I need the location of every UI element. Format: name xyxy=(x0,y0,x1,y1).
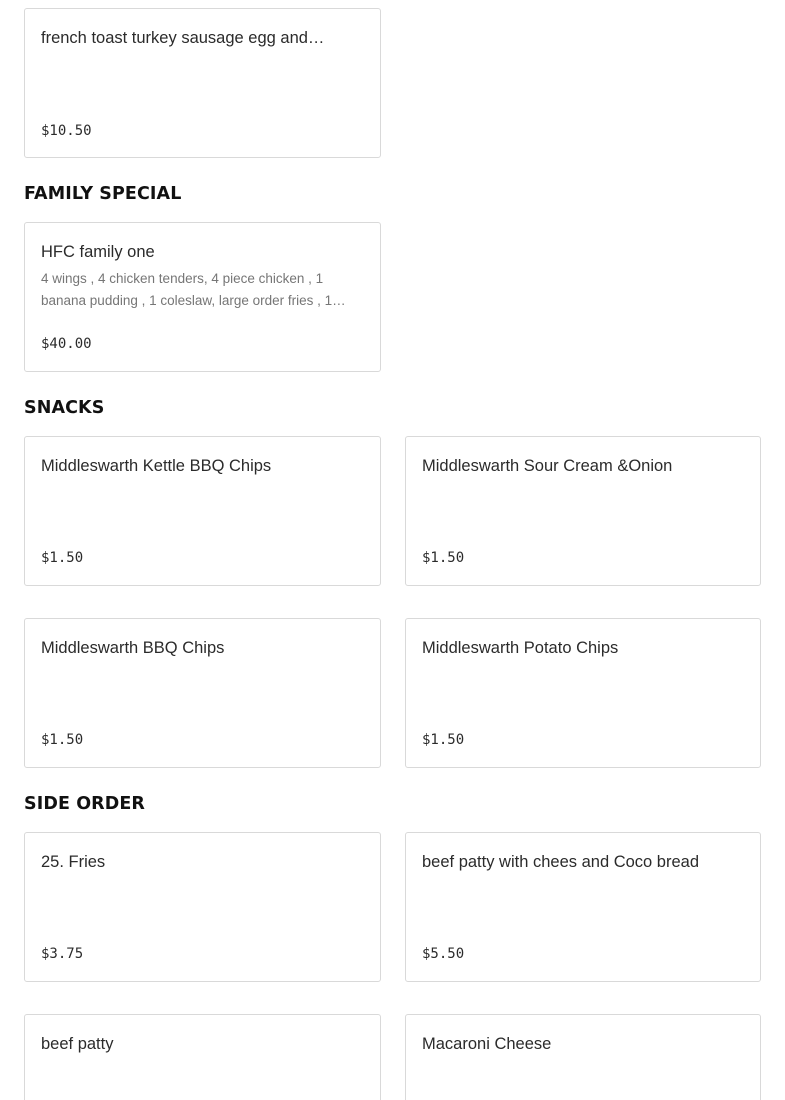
menu-item-card[interactable] xyxy=(24,222,381,372)
menu-item-price: $1.50 xyxy=(422,732,465,748)
menu-item-card[interactable] xyxy=(24,8,381,158)
section-title-snacks: SNACKS xyxy=(24,398,105,418)
menu-item-name: 25. Fries xyxy=(41,853,106,871)
menu-item-name: beef patty with chees and Coco bread xyxy=(422,853,700,871)
menu-item-name: Middleswarth Kettle BBQ Chips xyxy=(41,457,272,475)
menu-item-name: Middleswarth Potato Chips xyxy=(422,639,619,657)
menu-item-card[interactable] xyxy=(24,1014,381,1100)
menu-item-description: 4 wings , 4 chicken tenders, 4 piece chicken , 1 banana pudding , 1 coleslaw, large order fries , 1… xyxy=(41,271,346,308)
menu-item-name: beef patty xyxy=(41,1035,114,1053)
menu-item-card[interactable] xyxy=(405,436,761,586)
section-title-family-special: FAMILY SPECIAL xyxy=(24,184,182,204)
menu-item-card[interactable] xyxy=(24,618,381,768)
menu-item-price: $1.50 xyxy=(41,732,84,748)
section-title-side-order: SIDE ORDER xyxy=(24,794,145,814)
menu-item-price: $1.50 xyxy=(41,550,84,566)
menu-item-price: $10.50 xyxy=(41,123,92,139)
menu-item-card[interactable] xyxy=(24,436,381,586)
menu-item-card[interactable] xyxy=(24,832,381,982)
menu-item-price: $40.00 xyxy=(41,336,92,352)
menu-item-name: french toast turkey sausage egg and… xyxy=(41,29,325,47)
menu-item-card[interactable] xyxy=(405,832,761,982)
menu-item-price: $1.50 xyxy=(422,550,465,566)
menu-item-name: Macaroni Cheese xyxy=(422,1035,552,1053)
menu-item-name: HFC family one xyxy=(41,243,155,261)
menu-item-card[interactable] xyxy=(405,618,761,768)
menu-item-name: Middleswarth BBQ Chips xyxy=(41,639,225,657)
menu-item-name: Middleswarth Sour Cream &Onion xyxy=(422,457,673,475)
menu-item-price: $5.50 xyxy=(422,946,465,962)
menu-item-card[interactable] xyxy=(405,1014,761,1100)
menu-item-price: $3.75 xyxy=(41,946,84,962)
